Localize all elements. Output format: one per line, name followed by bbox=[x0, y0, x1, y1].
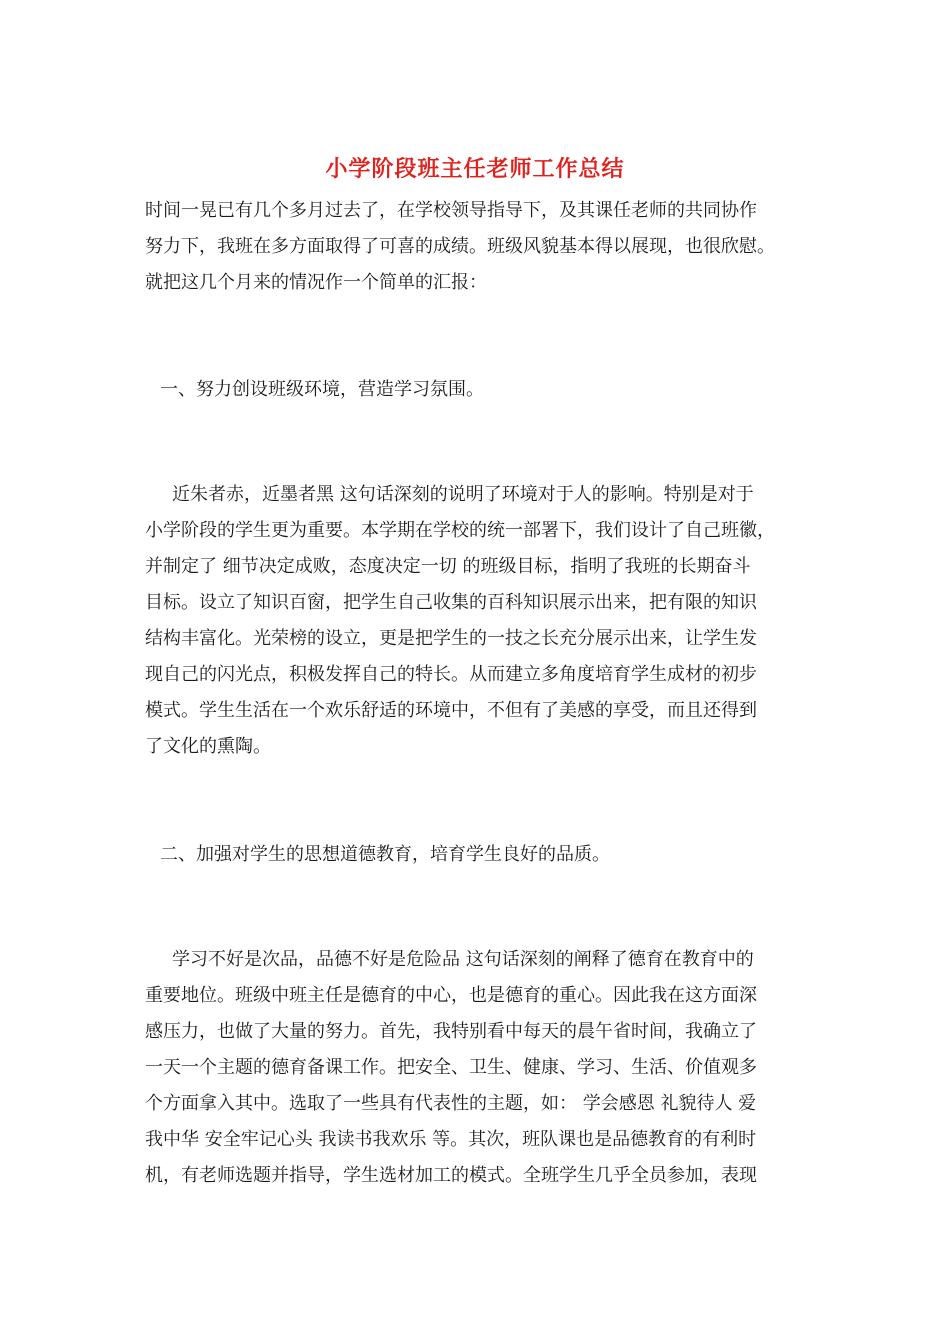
section1-line-2: 小学阶段的学生更为重要。本学期在学校的统一部署下，我们设计了自己班徽， bbox=[145, 520, 775, 541]
section2-line-1: 学习不好是次品，品德不好是危险品 这句话深刻的阐释了德育在教育中的 bbox=[172, 949, 754, 970]
section2-line-5: 个方面拿入其中。选取了一些具有代表性的主题，如： 学会感恩 礼貌待人 爱 bbox=[145, 1093, 757, 1114]
intro-line-2: 努力下，我班在多方面取得了可喜的成绩。班级风貌基本得以展现，也很欣慰。 bbox=[145, 236, 775, 257]
section1-line-4: 目标。设立了知识百窗，把学生自己收集的百科知识展示出来，把有限的知识 bbox=[145, 592, 757, 613]
section2-line-4: 一天一个主题的德育备课工作。把安全、卫生、健康、学习、生活、价值观多 bbox=[145, 1057, 757, 1078]
section-heading-1: 一、努力创设班级环境，营造学习氛围。 bbox=[160, 379, 484, 400]
intro-line-3: 就把这几个月来的情况作一个简单的汇报： bbox=[145, 272, 487, 293]
section1-line-1: 近朱者赤，近墨者黑 这句话深刻的说明了环境对于人的影响。特别是对于 bbox=[172, 484, 754, 505]
section1-line-6: 现自己的闪光点，积极发挥自己的特长。从而建立多角度培育学生成材的初步 bbox=[145, 664, 757, 685]
section1-line-3: 并制定了 细节决定成败，态度决定一切 的班级目标，指明了我班的长期奋斗 bbox=[145, 556, 751, 577]
document-title: 小学阶段班主任老师工作总结 bbox=[325, 156, 625, 182]
section1-line-7: 模式。学生生活在一个欢乐舒适的环境中，不但有了美感的享受，而且还得到 bbox=[145, 700, 757, 721]
section2-line-2: 重要地位。班级中班主任是德育的中心，也是德育的重心。因此我在这方面深 bbox=[145, 985, 757, 1006]
section-heading-2: 二、加强对学生的思想道德教育，培育学生良好的品质。 bbox=[160, 844, 610, 865]
section1-line-5: 结构丰富化。光荣榜的设立，更是把学生的一技之长充分展示出来，让学生发 bbox=[145, 628, 757, 649]
section2-line-7: 机，有老师选题并指导，学生选材加工的模式。全班学生几乎全员参加，表现 bbox=[145, 1165, 757, 1186]
section2-line-3: 感压力，也做了大量的努力。首先，我特别看中每天的晨午省时间，我确立了 bbox=[145, 1021, 757, 1042]
section2-line-6: 我中华 安全牢记心头 我读书我欢乐 等。其次，班队课也是品德教育的有利时 bbox=[145, 1129, 757, 1150]
section1-line-8: 了文化的熏陶。 bbox=[145, 736, 271, 757]
intro-line-1: 时间一晃已有几个多月过去了，在学校领导指导下，及其课任老师的共同协作 bbox=[145, 200, 757, 221]
